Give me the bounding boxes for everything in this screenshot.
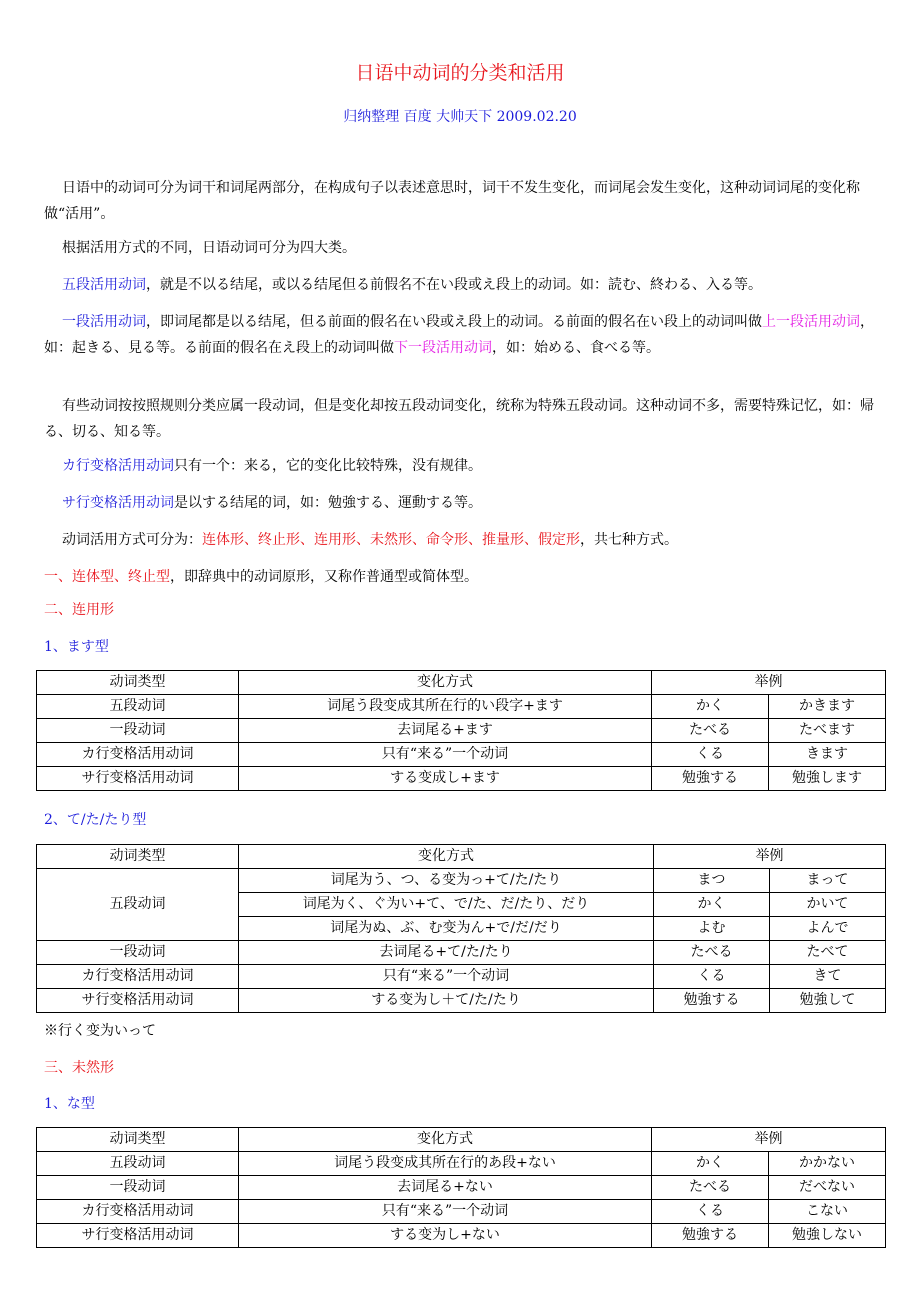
page-subtitle: 归纳整理 百度 大帅天下 2009.02.20 [343, 109, 577, 125]
table-row [37, 767, 886, 791]
sahen-paragraph [44, 490, 884, 516]
table-cell: かく [654, 893, 770, 917]
table-cell: する变为し＋て/た/たり [239, 989, 654, 1013]
header-example: 举例 [652, 1128, 886, 1152]
ichidan-text-1: ，即词尾都是以る结尾，但る前面的假名在い段或え段上的动词。る前面的假名在い段上的动词叫做 [146, 314, 762, 330]
kahen-paragraph [44, 453, 884, 479]
table-row [37, 719, 886, 743]
subsection-masu-heading: 1、ます型 [44, 639, 109, 655]
table-row [37, 1152, 886, 1176]
table-cell: する变成し+ます [239, 767, 652, 791]
table-cell: 一段动词 [37, 941, 239, 965]
table-cell: 只有“来る”一个动词 [239, 743, 652, 767]
sahen-text: 是以する结尾的词，如：勉強する、運動する等。 [174, 495, 482, 511]
table-cell: 去词尾る+ます [239, 719, 652, 743]
forms-suffix: ，共七种方式。 [580, 532, 678, 548]
table-cell: 五段动词 [37, 1152, 239, 1176]
kahen-term: カ行变格活用动词 [62, 458, 174, 474]
table-cell: かいて [770, 893, 886, 917]
table-cell: くる [654, 965, 770, 989]
table-cell: 去词尾る+て/た/たり [239, 941, 654, 965]
table-cell: カ行变格活用动词 [37, 1200, 239, 1224]
table-cell: かきます [769, 695, 886, 719]
table-cell: 勉強します [769, 767, 886, 791]
table-cell: 词尾为う、つ、る变为っ+て/た/たり [239, 869, 654, 893]
table-cell: 勉強する [652, 767, 769, 791]
forms-paragraph [44, 527, 884, 553]
godan-paragraph [44, 272, 884, 298]
table-cell: だべない [769, 1176, 886, 1200]
table-cell: かかない [769, 1152, 886, 1176]
special-godan-paragraph: 有些动词按按照规则分类应属一段动词，但是变化却按五段动词变化，统称为特殊五段动词。这种动词不多，需要特殊记忆，如：帰る、切る、知る等。 [44, 398, 874, 440]
table-cell: 词尾う段变成其所在行的い段字+ます [239, 695, 652, 719]
kami-ichidan-term: 上一段活用动词 [762, 314, 860, 330]
table-cell: きます [769, 743, 886, 767]
table-cell: よんで [770, 917, 886, 941]
table-cell: くる [652, 1200, 769, 1224]
table-header-row [37, 1128, 886, 1152]
table-row [37, 941, 886, 965]
godan-term: 五段活用动词 [62, 277, 146, 293]
table-cell: たべる [652, 719, 769, 743]
table-cell: サ行变格活用动词 [37, 767, 239, 791]
intro-paragraph-2: 根据活用方式的不同，日语动词可分为四大类。 [62, 240, 356, 256]
table-cell: くる [652, 743, 769, 767]
table-row [37, 695, 886, 719]
table-cell: サ行变格活用动词 [37, 989, 239, 1013]
table-cell: カ行变格活用动词 [37, 743, 239, 767]
table-row [37, 743, 886, 767]
table-cell: たべる [654, 941, 770, 965]
header-change-method: 变化方式 [239, 671, 652, 695]
table-cell: まって [770, 869, 886, 893]
table-cell: かく [652, 1152, 769, 1176]
masu-form-table [36, 670, 886, 791]
section-1-label: 一、连体型、终止型 [44, 569, 170, 585]
table-cell: 勉強しない [769, 1224, 886, 1248]
subsection-te-heading: 2、て/た/たり型 [44, 812, 147, 828]
table-cell: 五段动词 [37, 869, 239, 941]
table-row [37, 1224, 886, 1248]
table-cell: 词尾う段变成其所在行的あ段+ない [239, 1152, 652, 1176]
table-cell: サ行变格活用动词 [37, 1224, 239, 1248]
table-cell: たべて [770, 941, 886, 965]
ichidan-text-3: ，如：始める、食べる等。 [492, 340, 660, 356]
table-row [37, 1200, 886, 1224]
table-cell: 勉強する [652, 1224, 769, 1248]
table-header-row [37, 845, 886, 869]
section-1-heading [44, 564, 884, 590]
kahen-text: 只有一个：来る，它的变化比较特殊，没有规律。 [174, 458, 482, 474]
header-verb-type: 动词类型 [37, 1128, 239, 1152]
header-change-method: 变化方式 [239, 1128, 652, 1152]
table-cell: たべる [652, 1176, 769, 1200]
ichidan-text-2: ，如：起きる、見る等。る前面的假名在え段上的动词叫做 [44, 314, 874, 356]
note-iku: ※行く变为いって [44, 1023, 156, 1039]
ichidan-term: 一段活用动词 [62, 314, 146, 330]
table-cell: よむ [654, 917, 770, 941]
table-cell: 勉強して [770, 989, 886, 1013]
header-verb-type: 动词类型 [37, 845, 239, 869]
table-cell: 词尾为く、ぐ为い+て、で/た、だ/たり、だり [239, 893, 654, 917]
table-cell: する变为し+ない [239, 1224, 652, 1248]
header-example: 举例 [652, 671, 886, 695]
nai-form-table [36, 1127, 886, 1248]
table-cell: かく [652, 695, 769, 719]
header-change-method: 变化方式 [239, 845, 654, 869]
section-2-heading: 二、连用形 [44, 602, 114, 618]
intro-paragraph-1: 日语中的动词可分为词干和词尾两部分，在构成句子以表述意思时，词干不发生变化，而词尾会发生变化，这种动词词尾的变化称做“活用”。 [44, 180, 860, 222]
table-row [37, 1176, 886, 1200]
forms-list: 连体形、终止形、连用形、未然形、命令形、推量形、假定形 [202, 532, 580, 548]
godan-text: ，就是不以る结尾，或以る结尾但る前假名不在い段或え段上的动词。如：読む、終わる、入る等。 [146, 277, 762, 293]
header-example: 举例 [654, 845, 886, 869]
table-cell: 词尾为ぬ、ぶ、む变为ん+で/だ/だり [239, 917, 654, 941]
table-cell: たべます [769, 719, 886, 743]
table-cell: カ行变格活用动词 [37, 965, 239, 989]
forms-prefix: 动词活用方式可分为： [62, 532, 202, 548]
table-cell: 一段动词 [37, 719, 239, 743]
table-cell: まつ [654, 869, 770, 893]
section-1-text: ，即辞典中的动词原形，又称作普通型或简体型。 [170, 569, 478, 585]
te-form-table [36, 844, 886, 1013]
table-header-row [37, 671, 886, 695]
section-3-heading: 三、未然形 [44, 1060, 114, 1076]
table-cell: こない [769, 1200, 886, 1224]
table-row [37, 965, 886, 989]
table-cell: 勉強する [654, 989, 770, 1013]
table-cell: 只有“来る”一个动词 [239, 965, 654, 989]
table-cell: 一段动词 [37, 1176, 239, 1200]
shimo-ichidan-term: 下一段活用动词 [394, 340, 492, 356]
table-cell: きて [770, 965, 886, 989]
sahen-term: サ行变格活用动词 [62, 495, 174, 511]
subsection-nai-heading: 1、な型 [44, 1096, 95, 1112]
table-row [37, 989, 886, 1013]
table-cell: 去词尾る+ない [239, 1176, 652, 1200]
table-cell: 只有“来る”一个动词 [239, 1200, 652, 1224]
header-verb-type: 动词类型 [37, 671, 239, 695]
ichidan-paragraph [44, 309, 884, 361]
page-title: 日语中动词的分类和活用 [355, 62, 565, 84]
table-cell: 五段动词 [37, 695, 239, 719]
table-row [37, 869, 886, 893]
